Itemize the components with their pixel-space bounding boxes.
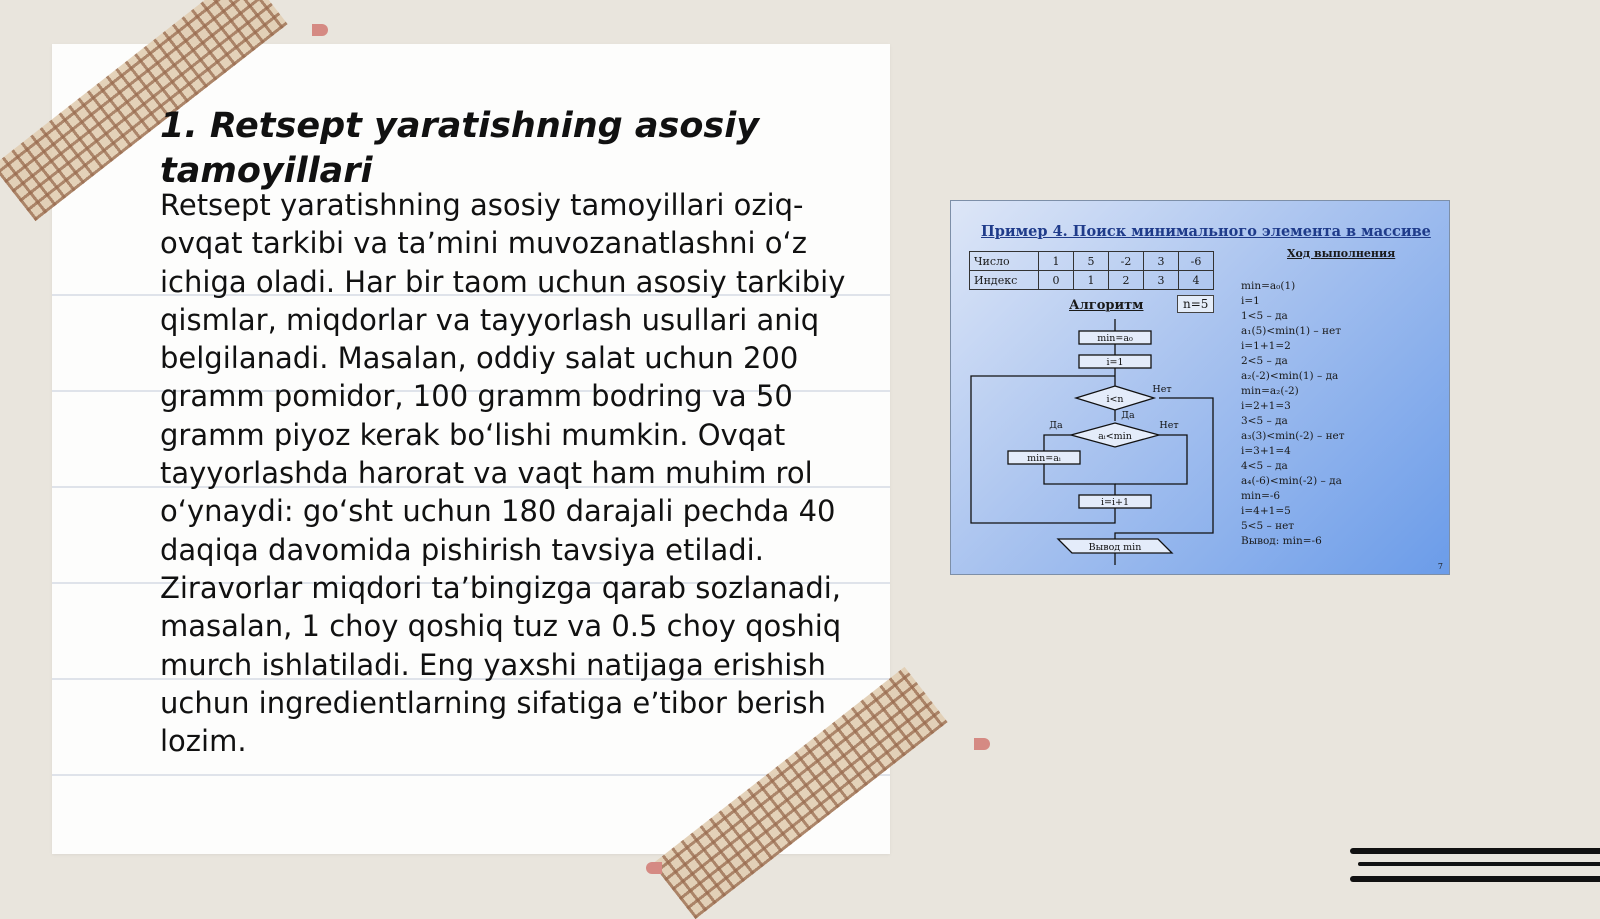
slide-page-number: 7 xyxy=(1437,562,1443,571)
trace-line: 1<5 – да xyxy=(1241,310,1288,322)
flow-text: min=a₀ xyxy=(1097,333,1133,344)
trace-line: min=a₂(-2) xyxy=(1241,385,1299,397)
flow-text: min=aᵢ xyxy=(1027,453,1061,464)
flow-text: i=i+1 xyxy=(1100,497,1130,508)
trace-line: i=1 xyxy=(1241,295,1260,307)
brush-stroke xyxy=(1358,862,1600,866)
table-cell: 1 xyxy=(1074,271,1109,290)
body-paragraph: Retsept yaratishning asosiy tamoyillari oziq-ovqat tarkibi va ta’mini muvozanatlashni o‘z ichiga oladi. Har bir taom uchun asosiy tarkibiy qismlar, miqdorlar va tayyorlash usullari aniq belgilanadi. Masalan, oddiy salat uchun 200 gramm pomidor, 100 gramm bodring va 50 gramm piyoz kerak bo‘lishi mumkin. Ovqat tayyorlashda harorat va vaqt ham muhim rol o‘ynaydi: go‘sht uchun 180 darajali pechda 40 daqiqa davomida pishirish tavsiya etiladi. Ziravorlar miqdori ta’bingizga qarab sozlanadi, masalan, 1 choy qoshiq tuz va 0.5 choy qoshiq murch ishlatiladi. Eng yaxshi natijaga erishish uchun ingredientlarning sifatiga e’tibor berish lozim. xyxy=(160,188,846,759)
flow-label-no: Нет xyxy=(1152,384,1172,395)
flow-label-yes: Да xyxy=(1049,420,1063,431)
trace-heading: Ход выполнения xyxy=(1287,247,1396,260)
table-cell: 2 xyxy=(1109,271,1144,290)
trace-line: i=1+1=2 xyxy=(1241,340,1291,352)
trace-line: i=2+1=3 xyxy=(1241,400,1291,412)
brush-stroke xyxy=(1350,848,1600,854)
row-label: Число xyxy=(970,252,1039,271)
trace-line: 3<5 – да xyxy=(1241,415,1288,427)
trace-line: Вывод: min=-6 xyxy=(1241,535,1322,547)
table-cell: -6 xyxy=(1179,252,1214,271)
trace-line: i=3+1=4 xyxy=(1241,445,1291,457)
table-cell: 3 xyxy=(1144,252,1179,271)
algorithm-label: Алгоритм xyxy=(1069,298,1144,313)
embedded-slide-image xyxy=(950,200,1450,575)
trace-line: min=-6 xyxy=(1241,490,1281,502)
trace-line: a₁(5)<min(1) – нет xyxy=(1241,325,1342,337)
tape-tab xyxy=(974,738,990,750)
flow-text: i=1 xyxy=(1106,357,1124,368)
trace-line: a₄(-6)<min(-2) – да xyxy=(1241,475,1342,487)
table-cell: 5 xyxy=(1074,252,1109,271)
slide-title: Пример 4. Поиск минимального элемента в массиве xyxy=(981,223,1431,240)
trace-line: a₃(3)<min(-2) – нет xyxy=(1241,430,1345,442)
flow-label-no: Нет xyxy=(1159,420,1179,431)
table-cell: 0 xyxy=(1039,271,1074,290)
trace-line: i=4+1=5 xyxy=(1241,505,1291,517)
flow-text: Вывод min xyxy=(1088,542,1142,553)
trace-list xyxy=(1241,279,1345,549)
trace-line: min=a₀(1) xyxy=(1241,280,1296,292)
table-cell: 4 xyxy=(1179,271,1214,290)
page-title: 1. Retsept yaratishning asosiy tamoyillari xyxy=(160,106,760,191)
flow-label-yes: Да xyxy=(1121,410,1135,421)
table-cell: 1 xyxy=(1039,252,1074,271)
trace-line: 2<5 – да xyxy=(1241,355,1288,367)
table-cell: 3 xyxy=(1144,271,1179,290)
trace-line: 5<5 – нет xyxy=(1241,520,1295,532)
tape-tab xyxy=(646,862,662,874)
n-value-box: n=5 xyxy=(1177,295,1214,313)
trace-line: 4<5 – да xyxy=(1241,460,1288,472)
tape-tab xyxy=(312,24,328,36)
row-label: Индекс xyxy=(970,271,1039,290)
trace-line: a₂(-2)<min(1) – да xyxy=(1241,370,1339,382)
flow-text: aᵢ<min xyxy=(1098,431,1132,442)
flow-text: i<n xyxy=(1106,394,1124,405)
table-cell: -2 xyxy=(1109,252,1144,271)
brush-stroke xyxy=(1350,876,1600,882)
